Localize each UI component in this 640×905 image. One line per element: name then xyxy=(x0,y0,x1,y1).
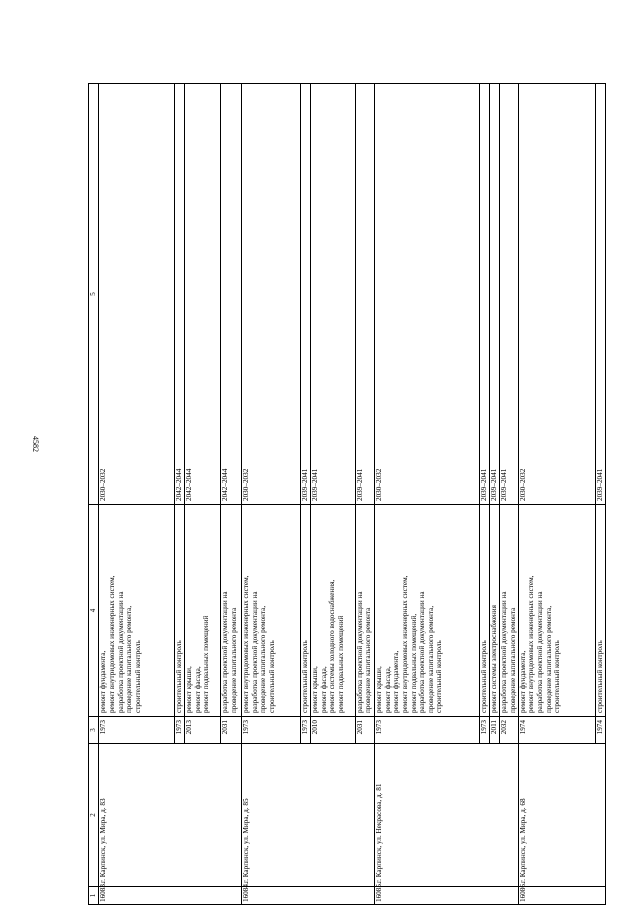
record-period: 2039–2041 xyxy=(499,84,518,505)
header-col-2: 2 xyxy=(89,744,99,887)
table-row xyxy=(518,84,595,905)
record-number: 16086. xyxy=(518,887,605,905)
record-work: ремонт крыши, ремонт фасада, ремонт системы холодного водоснабжения, ремонт подвальных помещений xyxy=(311,505,356,717)
record-period: 2039–2041 xyxy=(489,84,499,505)
record-work: ремонт крыши, ремонт фасада, ремонт подвальных помещений xyxy=(184,505,220,717)
record-work: ремонт фундамента, ремонт внутридомовых инженерных систем, разработка проектной документации на проведение капитального ремонта, строительный контроль xyxy=(99,505,175,717)
record-year: 2032 xyxy=(499,717,518,744)
record-work: строительный контроль xyxy=(175,505,185,717)
header-col-3: 3 xyxy=(89,717,99,744)
rotated-sheet xyxy=(88,0,606,905)
record-number: 16084. xyxy=(242,887,375,905)
record-year: 1973 xyxy=(99,717,175,744)
record-year: 2013 xyxy=(184,717,220,744)
record-work: ремонт крыши, ремонт фасада, ремонт фундамента, ремонт внутридомовых инженерных систем, ремонт подвальных помещений, разработка проектной документации на проведение капитального ремонта, строительный контроль xyxy=(375,505,480,717)
record-period: 2030–2032 xyxy=(99,84,175,505)
header-col-5: 5 xyxy=(89,84,99,505)
record-period: 2030–2032 xyxy=(518,84,595,505)
capital-repair-table xyxy=(88,83,606,905)
page-number-wrap xyxy=(0,0,44,905)
header-row xyxy=(89,84,99,905)
record-year: 1974 xyxy=(518,717,595,744)
record-year: 1973 xyxy=(175,717,185,744)
record-work: разработка проектной документации на проведение капитального ремонта xyxy=(221,505,242,717)
record-period: 2030–2032 xyxy=(375,84,480,505)
record-address: г. Карпинск, ул. Мира, д. 83 xyxy=(99,744,242,887)
record-period: 2030–2032 xyxy=(242,84,301,505)
record-year: 2031 xyxy=(221,717,242,744)
record-year: 1973 xyxy=(375,717,480,744)
record-work: строительный контроль xyxy=(595,505,606,717)
record-address: г. Карпинск, ул. Мира, д. 68 xyxy=(518,744,605,887)
record-year: 1974 xyxy=(595,717,606,744)
record-year: 2031 xyxy=(355,717,375,744)
record-period: 2039–2041 xyxy=(301,84,311,505)
record-work: разработка проектной документации на проведение капитального ремонта xyxy=(355,505,375,717)
record-period: 2039–2041 xyxy=(595,84,606,505)
record-year: 2011 xyxy=(489,717,499,744)
record-work: ремонт фундамента, ремонт внутридомовых инженерных систем, разработка проектной документации на проведение капитального ремонта, строительный контроль xyxy=(518,505,595,717)
record-number: 16083. xyxy=(99,887,242,905)
record-work: строительный контроль xyxy=(301,505,311,717)
record-work: ремонт внутридомовых инженерных систем, разработка проектной документации на проведение капитального ремонта, строительный контроль xyxy=(242,505,301,717)
record-period: 2042–2044 xyxy=(184,84,220,505)
record-work: разработка проектной документации на проведение капитального ремонта xyxy=(499,505,518,717)
record-year: 2010 xyxy=(311,717,356,744)
page-number: 4582 xyxy=(31,436,40,452)
table-row xyxy=(99,84,175,905)
record-year: 1973 xyxy=(480,717,490,744)
header-col-1: 1 xyxy=(89,887,99,905)
record-year: 1973 xyxy=(301,717,311,744)
table-row xyxy=(375,84,480,905)
record-period: 2042–2044 xyxy=(221,84,242,505)
record-year: 1973 xyxy=(242,717,301,744)
record-period: 2042–2044 xyxy=(175,84,185,505)
header-col-4: 4 xyxy=(89,505,99,717)
record-work: строительный контроль xyxy=(480,505,490,717)
record-period: 2039–2041 xyxy=(311,84,356,505)
record-address: г. Карпинск, ул. Некрасова, д. 81 xyxy=(375,744,518,887)
record-period: 2039–2041 xyxy=(355,84,375,505)
record-number: 16085. xyxy=(375,887,518,905)
record-work: ремонт системы электроснабжения xyxy=(489,505,499,717)
record-period: 2039–2041 xyxy=(480,84,490,505)
record-address: г. Карпинск, ул. Мира, д. 85 xyxy=(242,744,375,887)
table-row xyxy=(242,84,301,905)
